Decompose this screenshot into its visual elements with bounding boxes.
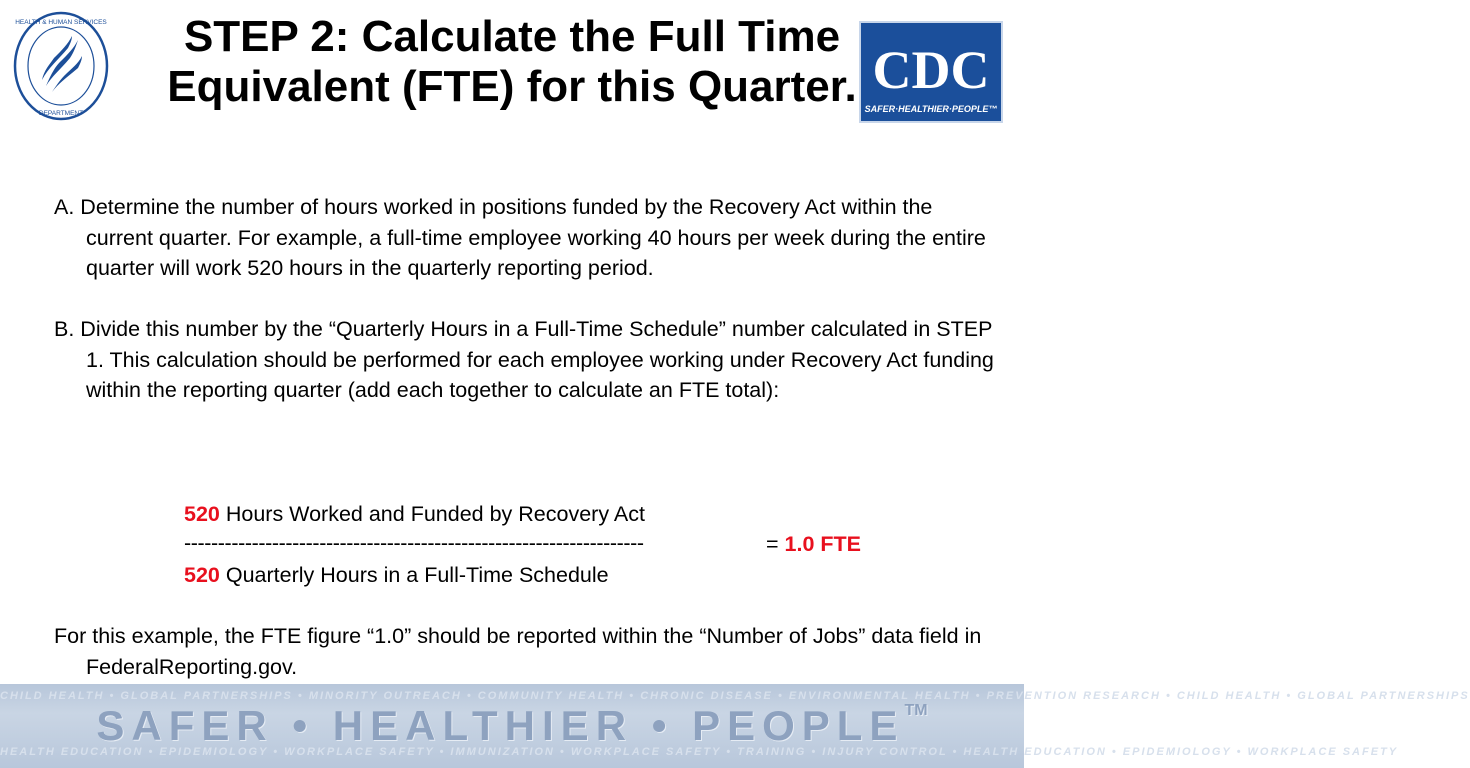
fte-result-value: 1.0 FTE	[784, 532, 862, 556]
svg-text:HEALTH & HUMAN SERVICES: HEALTH & HUMAN SERVICES	[15, 19, 107, 26]
cdc-logo-tagline: SAFER·HEALTHIER·PEOPLE™	[864, 104, 998, 114]
cdc-logo-text: CDC	[872, 40, 990, 100]
denominator-value: 520	[184, 563, 220, 587]
banner-ticker-top: CHILD HEALTH • GLOBAL PARTNERSHIPS • MINORITY OUTREACH • COMMUNITY HEALTH • CHRONIC DISEASE • ENVIRONMENTAL HEALTH • PREVENTION RESEARCH • CHILD HEALTH • GLOBAL PARTNERSHIPS	[0, 690, 1470, 702]
numerator-value: 520	[184, 502, 220, 526]
denominator-label: Quarterly Hours in a Full-Time Schedule	[225, 563, 609, 587]
numerator-line	[184, 499, 645, 530]
banner-ticker-bottom: HEALTH EDUCATION • EPIDEMIOLOGY • WORKPLACE SAFETY • IMMUNIZATION • WORKPLACE SAFETY • TRAINING • INJURY CONTROL • HEALTH EDUCATION • EPIDEMIOLOGY • WORKPLACE SAFETY	[0, 746, 1399, 758]
slide-title: STEP 2: Calculate the Full Time Equivalent (FTE) for this Quarter.	[167, 12, 857, 111]
svg-text:DEPARTMENT: DEPARTMENT	[38, 110, 84, 117]
fte-result	[766, 529, 861, 559]
slide-body	[54, 192, 994, 406]
safer-healthier-people-banner	[0, 684, 1470, 768]
step-a-paragraph: A. Determine the number of hours worked in positions funded by the Recovery Act within the current quarter. For example, a full-time employee working 40 hours per week during the entire quarter will work 520 hours in the quarterly reporting period.	[54, 195, 986, 280]
equals-sign: =	[766, 532, 779, 556]
numerator-label: Hours Worked and Funded by Recovery Act	[225, 502, 645, 526]
step-b-paragraph: B. Divide this number by the “Quarterly Hours in a Full-Time Schedule” number calculated in STEP 1. This calculation should be performed for each employee working under Recovery Act funding within the reporting quarter (add each together to calculate an FTE total):	[54, 317, 994, 402]
fraction-divider: --------------------------------------------------------------------	[184, 531, 644, 555]
banner-trademark: TM	[904, 702, 928, 719]
denominator-line	[184, 560, 645, 591]
hhs-eagle-seal-icon	[12, 10, 110, 122]
banner-slogan	[0, 702, 1024, 750]
example-footnote: For this example, the FTE figure “1.0” should be reported within the “Number of Jobs” data field in FederalReporting.gov.	[54, 624, 982, 679]
banner-slogan-text: SAFER • HEALTHIER • PEOPLE	[96, 702, 905, 749]
